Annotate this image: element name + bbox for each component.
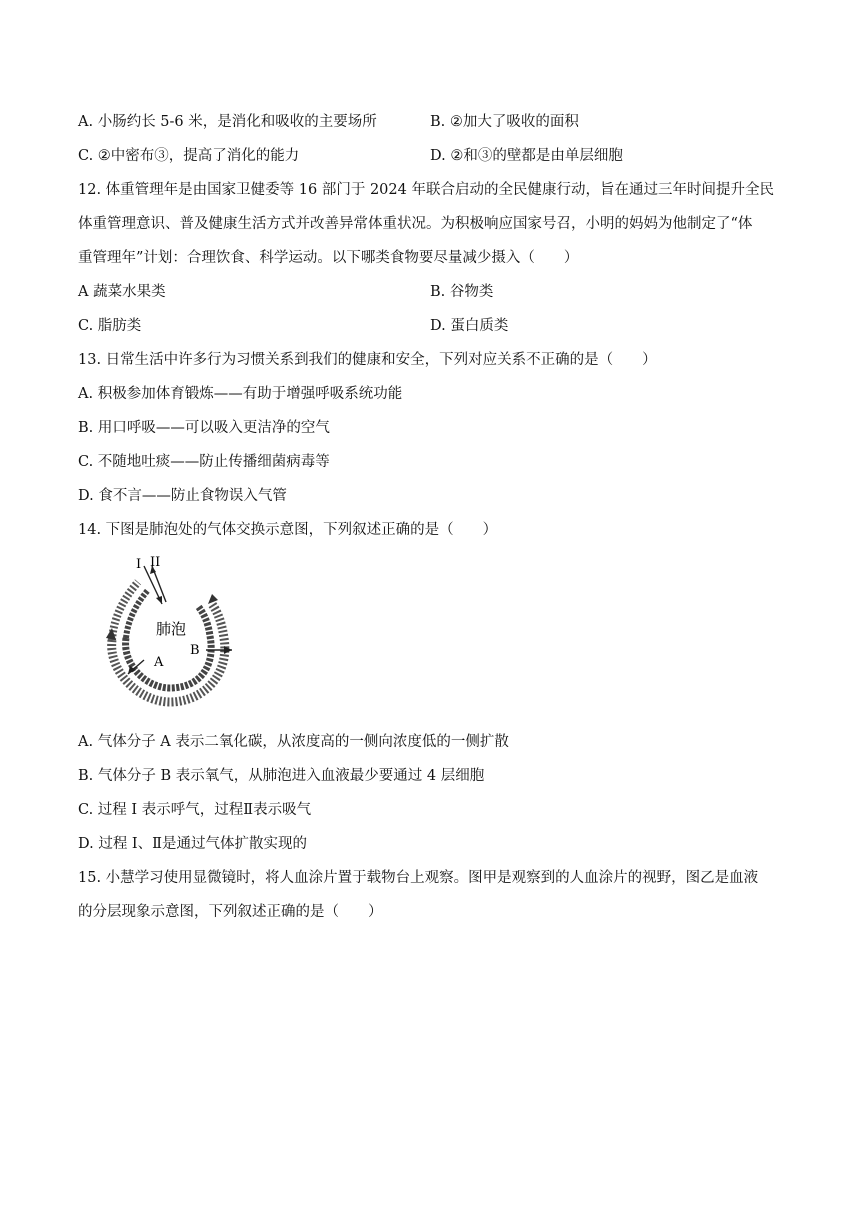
- q13-option-b: B. 用口呼吸——可以吸入更洁净的空气: [78, 420, 330, 436]
- q11-option-d: D. ②和③的壁都是由单层细胞: [430, 148, 623, 164]
- alveolus-diagram-svg: [100, 552, 240, 712]
- q13-option-c: C. 不随地吐痰——防止传播细菌病毒等: [78, 454, 330, 470]
- q11-option-c: C. ②中密布③，提高了消化的能力: [78, 148, 300, 164]
- label-ii: II: [150, 555, 161, 570]
- arrow-i-head: [156, 596, 162, 604]
- q15-stem-line-1: 15. 小慧学习使用显微镜时，将人血涂片置于载物台上观察。图甲是观察到的人血涂片的视野，图乙是血液: [78, 870, 759, 886]
- alveolus-gas-exchange-diagram: [100, 552, 240, 712]
- q13-option-a: A. 积极参加体育锻炼——有助于增强呼吸系统功能: [78, 386, 403, 402]
- capillary-arrow-right: [208, 594, 218, 604]
- q14-option-b: B. 气体分子 B 表示氧气，从肺泡进入血液最少要通过 4 层细胞: [78, 768, 485, 784]
- q12-stem-line-3: 重管理年”计划：合理饮食、科学运动。以下哪类食物要尽量减少摄入（ ）: [78, 250, 579, 266]
- q12-option-b: B. 谷物类: [430, 284, 494, 300]
- alveolus-wall-left: [126, 590, 148, 638]
- q13-option-d: D. 食不言——防止食物误入气管: [78, 488, 287, 504]
- label-alveolus: 肺泡: [156, 620, 187, 638]
- capillary-arrow-left: [106, 628, 116, 640]
- q12-stem-line-1: 12. 体重管理年是由国家卫健委等 16 部门于 2024 年联合启动的全民健康行动，旨在通过三年时间提升全民: [78, 182, 774, 198]
- label-a: A: [154, 655, 164, 670]
- q14-option-d: D. 过程 I、Ⅱ是通过气体扩散实现的: [78, 836, 308, 852]
- q14-option-a: A. 气体分子 A 表示二氧化碳，从浓度高的一侧向浓度低的一侧扩散: [78, 734, 509, 750]
- label-i: I: [136, 557, 142, 572]
- q12-option-c: C. 脂肪类: [78, 318, 142, 334]
- q15-stem-line-2: 的分层现象示意图，下列叙述正确的是（ ）: [78, 904, 383, 920]
- q14-stem: 14. 下图是肺泡处的气体交换示意图，下列叙述正确的是（ ）: [78, 522, 498, 538]
- q14-option-c: C. 过程 I 表示呼气，过程Ⅱ表示吸气: [78, 802, 312, 818]
- q11-option-b: B. ②加大了吸收的面积: [430, 114, 579, 130]
- label-b: B: [190, 643, 200, 658]
- q12-option-d: D. 蛋白质类: [430, 318, 509, 334]
- q12-stem-line-2: 体重管理意识、普及健康生活方式并改善异常体重状况。为积极响应国家号召，小明的妈妈为他制定了“体: [78, 216, 753, 232]
- q12-option-a: A 蔬菜水果类: [78, 284, 166, 300]
- q11-option-a: A. 小肠约长 5-6 米，是消化和吸收的主要场所: [78, 114, 377, 130]
- q13-stem: 13. 日常生活中许多行为习惯关系到我们的健康和安全，下列对应关系不正确的是（ ）: [78, 352, 657, 368]
